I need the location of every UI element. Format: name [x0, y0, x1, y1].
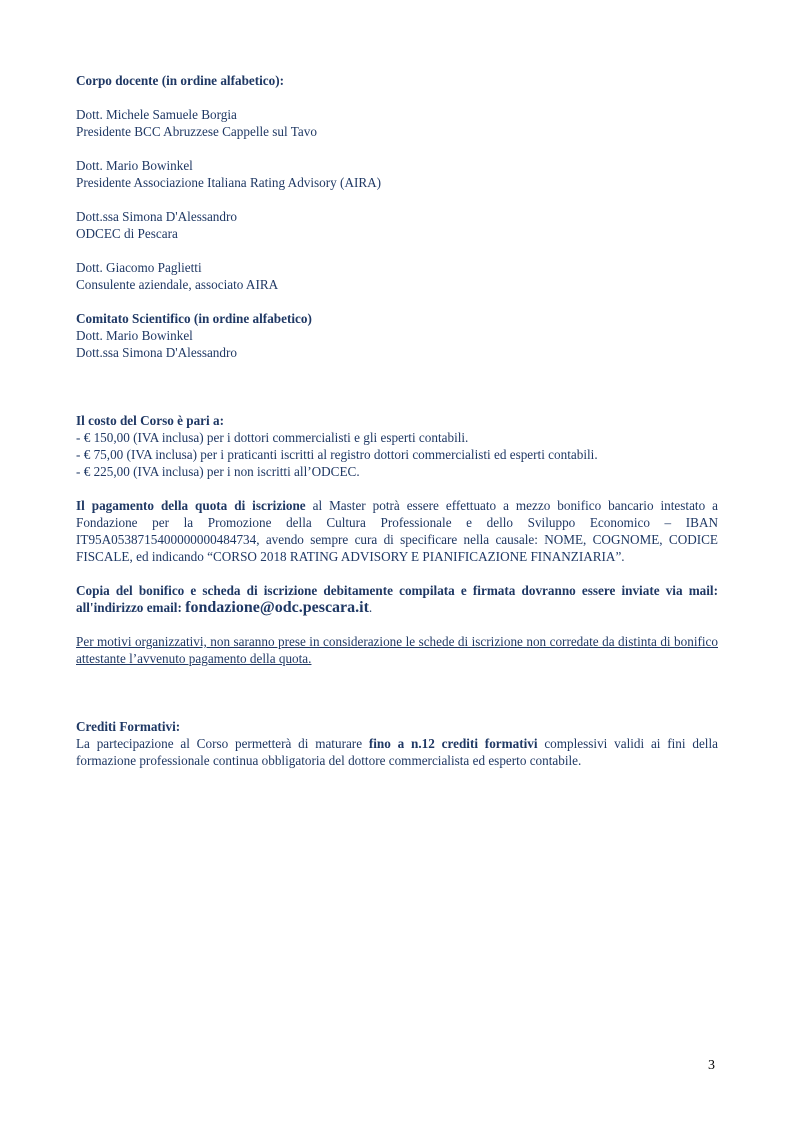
- costo-item: - € 150,00 (IVA inclusa) per i dottori commercialisti e gli esperti contabili.: [76, 430, 469, 445]
- docenti-heading: Corpo docente (in ordine alfabetico):: [76, 73, 285, 88]
- page-content: [76, 72, 718, 769]
- docente-name: Dott. Mario Bowinkel: [76, 158, 193, 173]
- pagamento-text: al Master potrà essere effettuato a mezzo bonifico bancario intestato a Fondazione per la Promozione della Cultura Professionale e dello Sviluppo Economico – IBAN IT95A0538715400000000484734, avendo sempre cura di specificare nella causale: NOME, COGNOME, CODICE FISCALE, ed indicando “CORSO 2018 RATING ADVISORY E PIANIFICAZIONE FINANZIARIA”.: [76, 498, 718, 564]
- copia-end: .: [368, 600, 373, 615]
- pagamento-paragraph: [76, 497, 718, 565]
- copia-paragraph: [76, 582, 718, 616]
- pagamento-lead: Il pagamento della quota di iscrizione: [76, 498, 306, 513]
- email-link[interactable]: fondazione@odc.pescara.it: [185, 599, 369, 616]
- crediti-text-after: complessivi validi ai fini della formazione professionale continua obbligatoria del dottore commercialista ed esperto contabile.: [76, 736, 718, 768]
- docente-role: ODCEC di Pescara: [76, 226, 178, 241]
- crediti-bold: fino a n.12 crediti formativi: [368, 736, 538, 751]
- docente-name: Dott. Giacomo Paglietti: [76, 260, 202, 275]
- costo-item: - € 225,00 (IVA inclusa) per i non iscritti all’ODCEC.: [76, 464, 360, 479]
- docente-name: Dott. Michele Samuele Borgia: [76, 107, 237, 122]
- costo-item: - € 75,00 (IVA inclusa) per i praticanti iscritti al registro dottori commercialisti ed esperti contabili.: [76, 447, 598, 462]
- docente-role: Consulente aziendale, associato AIRA: [76, 277, 279, 292]
- docente-role: Presidente Associazione Italiana Rating Advisory (AIRA): [76, 175, 382, 190]
- docente-role: Presidente BCC Abruzzese Cappelle sul Tavo: [76, 124, 317, 139]
- crediti-text-before: La partecipazione al Corso permetterà di maturare: [76, 736, 369, 751]
- costo-heading: Il costo del Corso è pari a:: [76, 413, 224, 428]
- crediti-paragraph: [76, 735, 718, 769]
- page-number: 3: [708, 1058, 715, 1073]
- comitato-heading: Comitato Scientifico (in ordine alfabetico): [76, 311, 312, 326]
- comitato-member: Dott.ssa Simona D'Alessandro: [76, 345, 237, 360]
- docente-name: Dott.ssa Simona D'Alessandro: [76, 209, 237, 224]
- copia-text: Copia del bonifico e scheda di iscrizione debitamente compilata e firmata dovranno essere inviate via mail: all'indirizzo email:: [76, 583, 718, 615]
- avviso-paragraph: Per motivi organizzativi, non saranno prese in considerazione le schede di iscrizione non corredate da distinta di bonifico attestante l’avvenuto pagamento della quota.: [76, 634, 718, 666]
- crediti-heading: Crediti Formativi:: [76, 719, 181, 734]
- comitato-member: Dott. Mario Bowinkel: [76, 328, 193, 343]
